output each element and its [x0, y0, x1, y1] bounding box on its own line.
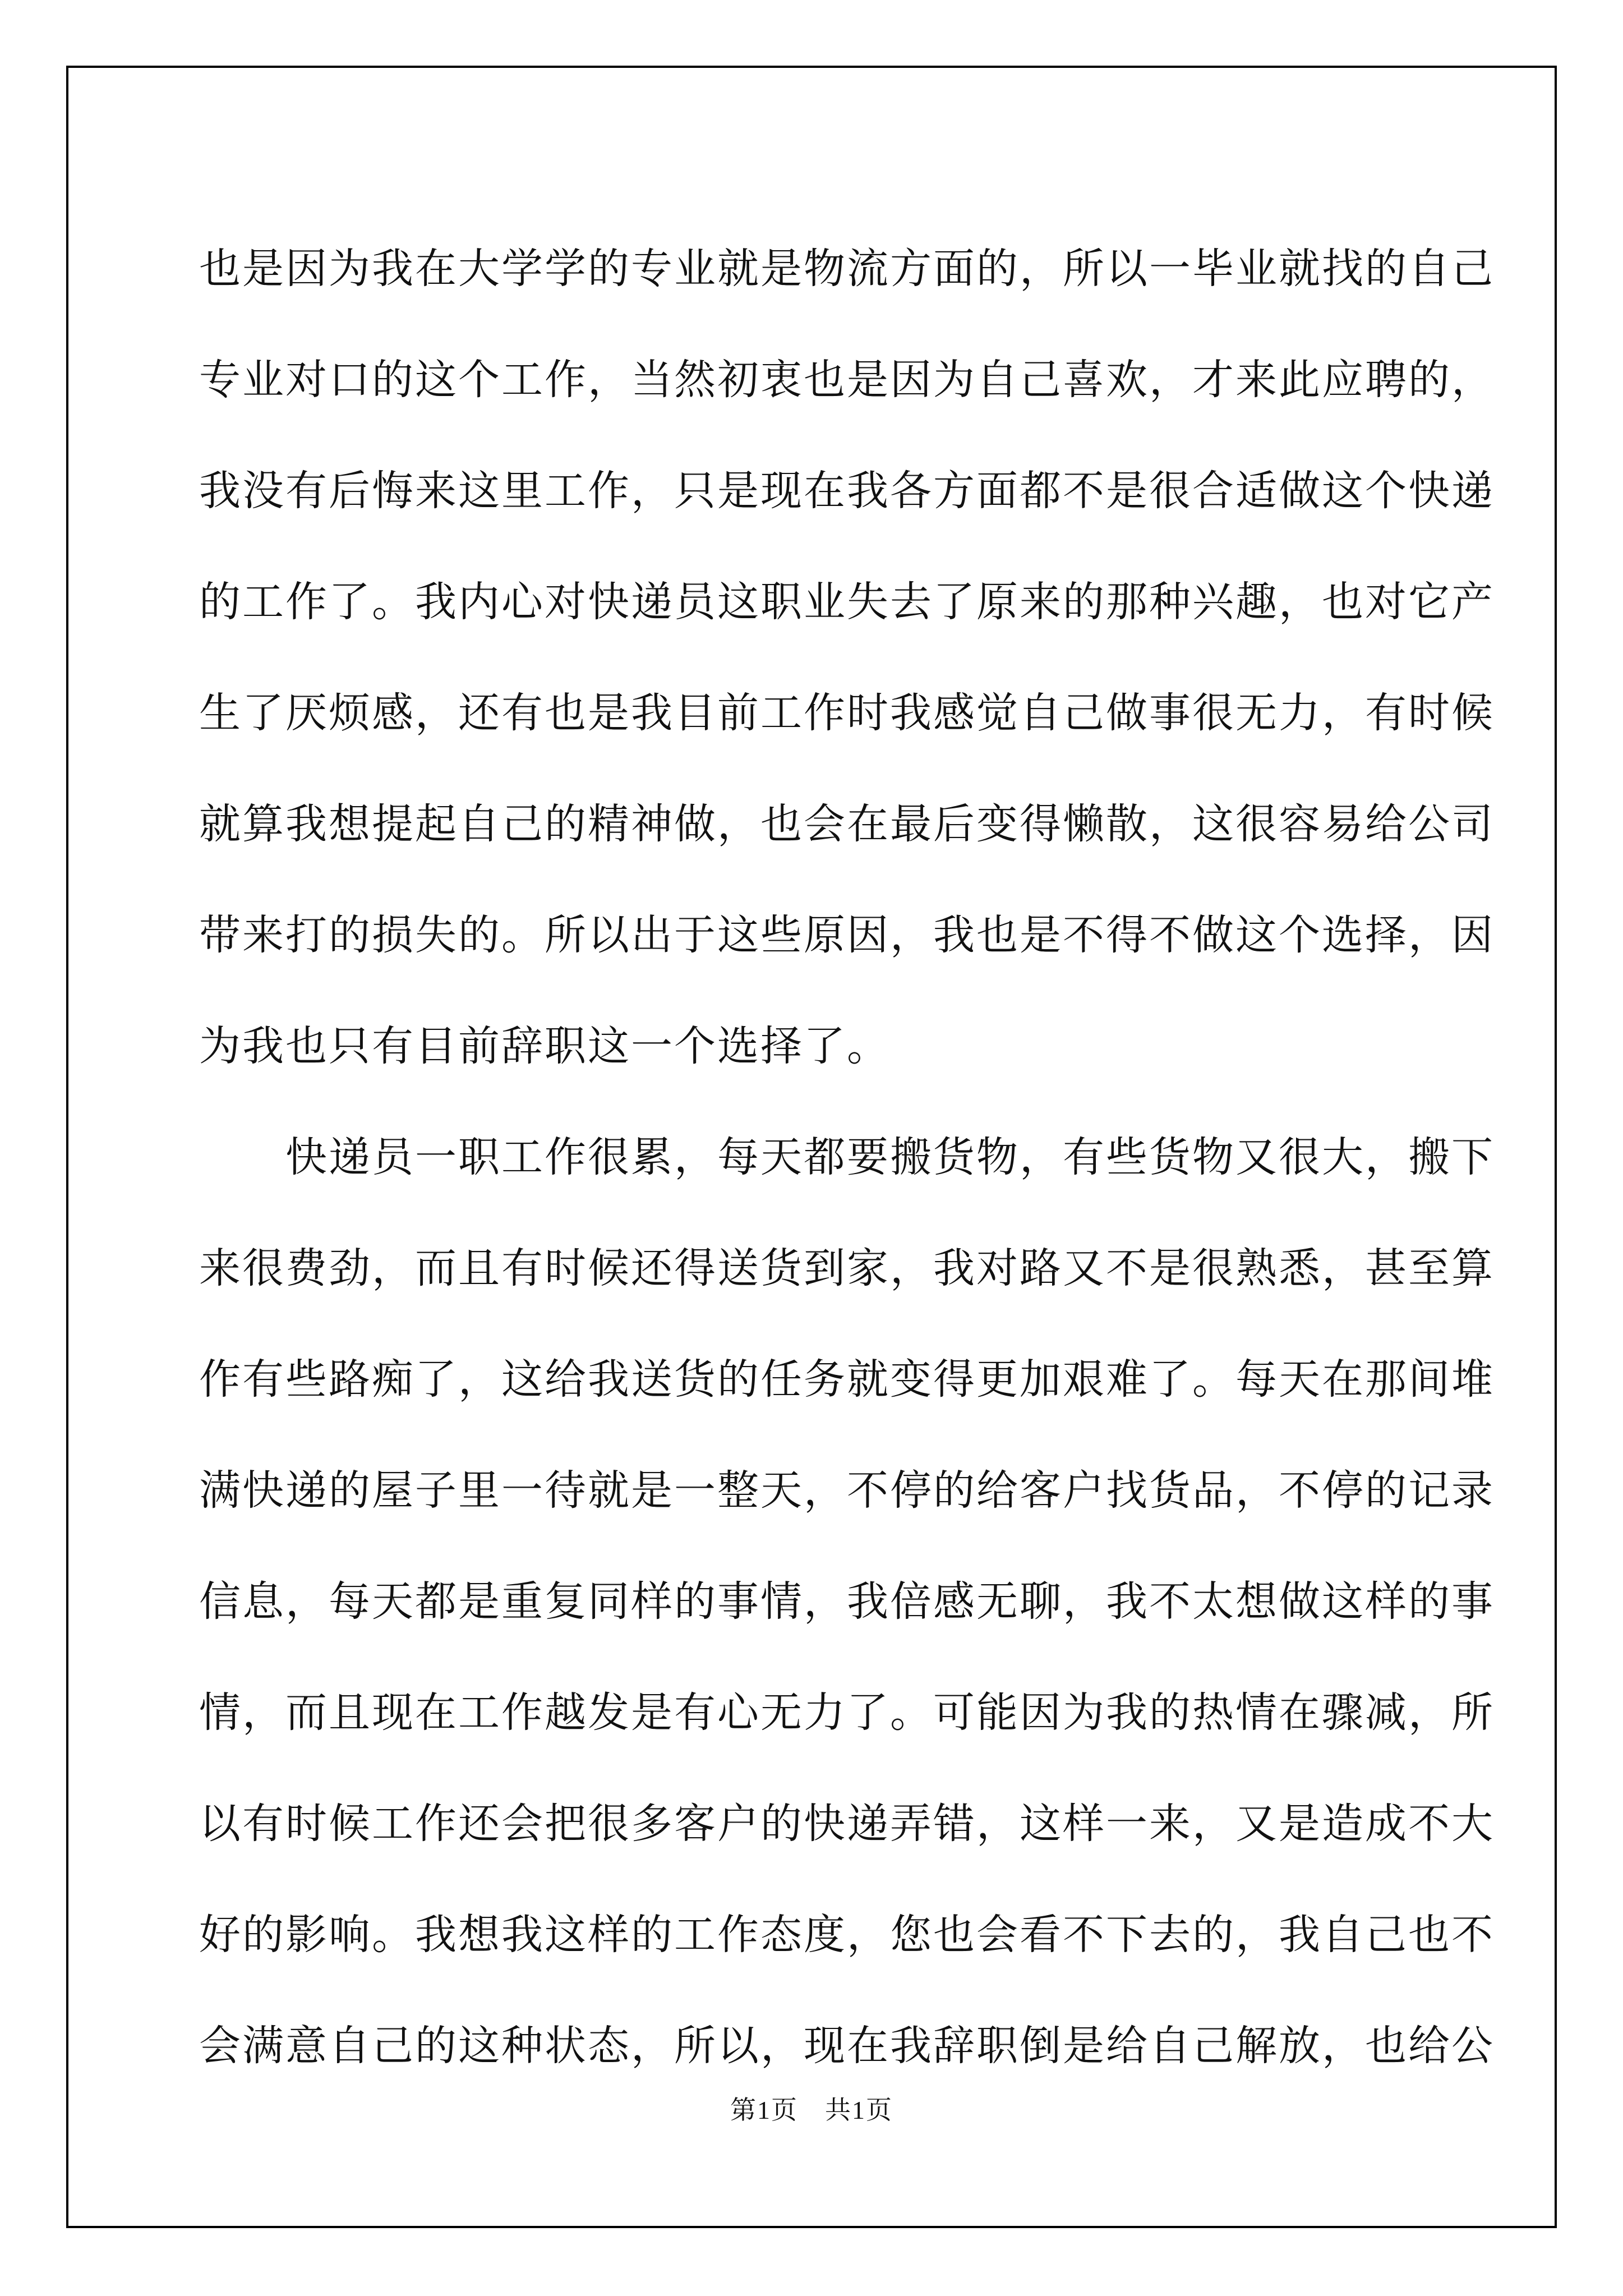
- text-line: 就算我想提起自己的精神做，也会在最后变得懒散，这很容易给公司: [199, 800, 1495, 848]
- text-line: 情，而且现在工作越发是有心无力了。可能因为我的热情在骤减，所: [199, 1688, 1495, 1737]
- text-line: 快递员一职工作很累，每天都要搬货物，有些货物又很大，搬下: [199, 1133, 1495, 1181]
- text-line: 信息，每天都是重复同样的事情，我倍感无聊，我不太想做这样的事: [199, 1577, 1495, 1626]
- text-line: 以有时候工作还会把很多客户的快递弄错，这样一来，又是造成不大: [199, 1800, 1495, 1848]
- text-line: 带来打的损失的。所以出于这些原因，我也是不得不做这个选择，因: [199, 911, 1495, 959]
- text-line: 会满意自己的这种状态，所以，现在我辞职倒是给自己解放，也给公: [199, 2022, 1495, 2070]
- text-line: 为我也只有目前辞职这一个选择了。: [199, 1022, 890, 1070]
- text-line: 专业对口的这个工作，当然初衷也是因为自己喜欢，才来此应聘的，: [199, 356, 1495, 404]
- text-line: 满快递的屋子里一待就是一整天，不停的给客户找货品，不停的记录: [199, 1466, 1495, 1515]
- text-line: 好的影响。我想我这样的工作态度，您也会看不下去的，我自己也不: [199, 1911, 1495, 1959]
- text-line: 来很费劲，而且有时候还得送货到家，我对路又不是很熟悉，甚至算: [199, 1244, 1495, 1292]
- text-line: 的工作了。我内心对快递员这职业失去了原来的那种兴趣，也对它产: [199, 578, 1495, 626]
- text-line: 作有些路痴了，这给我送货的任务就变得更加艰难了。每天在那间堆: [199, 1355, 1495, 1404]
- document-body: [199, 213, 1495, 2101]
- text-line: 我没有后悔来这里工作，只是现在我各方面都不是很合适做这个快递: [199, 467, 1495, 515]
- text-line: 生了厌烦感，还有也是我目前工作时我感觉自己做事很无力，有时候: [199, 689, 1495, 737]
- page-number-footer: 第1页 共1页: [730, 2096, 893, 2124]
- text-line: 也是因为我在大学学的专业就是物流方面的，所以一毕业就找的自己: [199, 245, 1495, 293]
